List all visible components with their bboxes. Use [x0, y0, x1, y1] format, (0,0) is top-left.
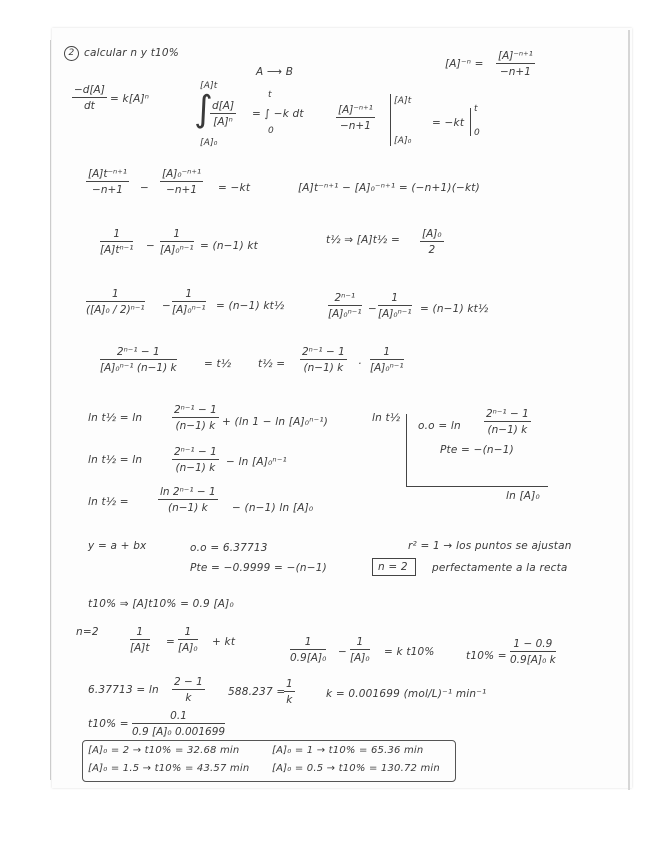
step3-f2-den: [A]₀ⁿ⁻¹ — [160, 244, 194, 256]
log-line-3-fraction — [158, 486, 218, 514]
step2-fraction-1 — [86, 168, 129, 196]
r-squared-note-2: perfectamente a la recta — [432, 562, 568, 574]
half-life-def-lhs: t½ ⇒ [A]t½ = — [326, 234, 400, 246]
log3-den: (n−1) k — [167, 502, 208, 514]
step3-minus: − — [146, 240, 155, 252]
t10-definition: t10% ⇒ [A]t10% = 0.9 [A]₀ — [88, 598, 234, 610]
graph-y-axis — [406, 414, 407, 486]
step-number-badge: 2 — [64, 46, 79, 61]
evaluated-rhs-lower: 0 — [474, 128, 480, 138]
evaluated-rhs-upper: t — [474, 104, 478, 114]
answer-n: n = 2 — [378, 561, 408, 573]
step2-f2-den: −n+1 — [166, 184, 197, 196]
t10-a2-den: [A]₀ — [178, 642, 198, 654]
step5-t-lhs: t½ = — [258, 358, 286, 370]
t10-formula-lhs: t10% = — [88, 718, 129, 730]
graph-ord-num: 2ⁿ⁻¹ − 1 — [486, 408, 529, 420]
integral-rhs-upper: t — [268, 90, 272, 100]
evaluation-bar — [390, 94, 391, 146]
step2-f1-den: −n+1 — [92, 184, 123, 196]
step3-f2-num: 1 — [160, 228, 194, 242]
step5-fraction-2 — [300, 346, 347, 374]
evaluation-bar-2 — [470, 108, 471, 136]
log1-num: 2ⁿ⁻¹ − 1 — [174, 404, 217, 416]
problem-instruction: calcular n y t10% — [84, 47, 179, 59]
t10-eq-c-fraction — [510, 638, 556, 666]
t10-eq-a-equals: = — [166, 636, 175, 648]
t10-eq-b-fraction-2 — [350, 636, 370, 664]
step4-f2-num: 1 — [172, 288, 206, 302]
step3-fraction-1 — [100, 228, 133, 256]
graph-slope: Pte = −(n−1) — [440, 444, 514, 456]
aside-identity-lhs: [A]⁻ⁿ = — [445, 58, 484, 70]
kcalc-b-num: 1 — [286, 678, 293, 690]
k-calc-b-lhs: 588.237 = — [228, 686, 286, 698]
step5-f1-den: [A]₀ⁿ⁻¹ (n−1) k — [100, 362, 177, 374]
step5-fraction-1 — [100, 346, 177, 374]
evaluated-den: −n+1 — [339, 120, 371, 132]
step4-rhs: = (n−1) kt½ — [216, 300, 285, 312]
log-line-2-lhs: ln t½ = ln — [88, 454, 143, 466]
step4-r-f2-den: [A]₀ⁿ⁻¹ — [378, 308, 412, 320]
t10-eq-a-fraction-2 — [178, 626, 198, 654]
step4-minus: − — [162, 300, 171, 312]
t10-eq-b-fraction-1 — [290, 636, 326, 664]
k-value: k = 0.001699 (mol/L)⁻¹ min⁻¹ — [326, 688, 487, 700]
step2-minus: − — [140, 182, 149, 194]
integral-num: d[A] — [212, 100, 235, 112]
aside-identity-fraction — [496, 50, 535, 78]
aside-num: [A]⁻ⁿ⁺¹ — [498, 50, 533, 62]
step4-r-f1-num: 2ⁿ⁻¹ — [328, 292, 362, 306]
r-squared-note: r² = 1 → los puntos se ajustan — [408, 540, 572, 552]
step4-fraction-2 — [172, 288, 206, 316]
step4-f2-den: [A]₀ⁿ⁻¹ — [172, 304, 206, 316]
step2-right-eq: [A]t⁻ⁿ⁺¹ − [A]₀⁻ⁿ⁺¹ = (−n+1)(−kt) — [298, 182, 480, 194]
integral-rhs: = ∫ −k dt — [252, 108, 304, 120]
log-line-3-lhs: ln t½ = — [88, 496, 129, 508]
t10-b2-num: 1 — [350, 636, 370, 650]
t10-eq-b-minus: − — [338, 646, 347, 658]
step4-fraction-1 — [86, 288, 145, 316]
graph-x-axis — [406, 486, 548, 487]
half-life-num: [A]₀ — [422, 228, 442, 240]
rate-lhs-fraction — [72, 84, 107, 112]
graph-intercept-fraction — [484, 408, 531, 436]
result-4: [A]₀ = 0.5 → t10% = 130.72 min — [272, 763, 440, 774]
log-line-2-fraction — [172, 446, 219, 474]
step5-f2-den: (n−1) k — [303, 362, 344, 374]
log2-den: (n−1) k — [175, 462, 216, 474]
step4-r-f1-den: [A]₀ⁿ⁻¹ — [328, 308, 362, 320]
t10-eq-a-fraction-1 — [130, 626, 150, 654]
step3-f1-den: [A]tⁿ⁻¹ — [100, 244, 134, 256]
step2-rhs: = −kt — [218, 182, 251, 194]
step5-dot: · — [358, 358, 362, 370]
graph-intercept-lhs: o.o = ln — [418, 420, 461, 432]
integral-lower: [A]₀ — [200, 138, 218, 148]
step4-f1-num: 1 — [86, 288, 145, 302]
graph-y-label: ln t½ — [372, 412, 401, 424]
step2-fraction-2 — [160, 168, 203, 196]
result-1: [A]₀ = 2 → t10% = 32.68 min — [88, 745, 240, 756]
n-equals-2-label: n=2 — [76, 626, 99, 638]
evaluated-rhs: = −kt — [432, 117, 465, 129]
log1-den: (n−1) k — [175, 420, 216, 432]
step3-rhs: = (n−1) kt — [200, 240, 258, 252]
t10-a-num: 1 — [130, 626, 150, 640]
t10-b-den: 0.9[A]₀ — [290, 652, 327, 664]
t10-a-den: [A]t — [130, 642, 150, 654]
k-calc-b-fraction — [284, 678, 295, 706]
kcalc-a-num: 2 − 1 — [174, 676, 203, 688]
kcalc-a-den: k — [185, 692, 192, 704]
log2-num: 2ⁿ⁻¹ − 1 — [174, 446, 217, 458]
t10-formula-fraction — [132, 710, 225, 738]
log-line-3-rhs: − (n−1) ln [A]₀ — [232, 502, 314, 514]
step4-f1-den: ([A]₀ / 2)ⁿ⁻¹ — [86, 304, 145, 316]
integral-rhs-lower: 0 — [268, 126, 274, 136]
k-calc-a-fraction — [172, 676, 205, 704]
kcalc-b-den: k — [286, 694, 293, 706]
t10f-den: 0.9 [A]₀ 0.001699 — [132, 726, 226, 738]
step5-f1-num: 2ⁿ⁻¹ − 1 — [100, 346, 177, 360]
graph-x-label: ln [A]₀ — [506, 490, 540, 502]
k-calc-a-lhs: 6.37713 = ln — [88, 684, 159, 696]
step3-fraction-2 — [160, 228, 194, 256]
half-life-den: 2 — [428, 244, 436, 256]
log-line-2-rhs: − ln [A]₀ⁿ⁻¹ — [226, 456, 287, 468]
rate-lhs-den: dt — [84, 100, 95, 112]
step4-r-f2-num: 1 — [378, 292, 412, 306]
aside-den: −n+1 — [499, 66, 531, 78]
page-edge-right — [628, 30, 630, 790]
t10-b2-den: [A]₀ — [350, 652, 370, 664]
step5-fraction-3 — [370, 346, 404, 374]
regression-intercept: o.o = 6.37713 — [190, 542, 268, 554]
step4-right-rhs: = (n−1) kt½ — [420, 303, 489, 315]
t10-eq-b-rhs: = k t10% — [384, 646, 435, 658]
step5-f3-den: [A]₀ⁿ⁻¹ — [370, 362, 404, 374]
step4-right-fraction-1 — [328, 292, 362, 320]
t10-a2-num: 1 — [178, 626, 198, 640]
log-line-1-lhs: ln t½ = ln — [88, 412, 143, 424]
step5-f2-num: 2ⁿ⁻¹ − 1 — [302, 346, 345, 358]
evaluated-upper: [A]t — [394, 96, 412, 106]
rate-rhs: = k[A]ⁿ — [110, 93, 150, 105]
step2-f2-num: [A]₀⁻ⁿ⁺¹ — [162, 168, 202, 180]
paper-sheet — [52, 28, 632, 788]
page-edge-left — [50, 40, 51, 780]
log-line-1-rhs: + (ln 1 − ln [A]₀ⁿ⁻¹) — [222, 416, 329, 428]
t10-c-num: 1 − 0.9 — [510, 638, 556, 652]
step2-f1-num: [A]t⁻ⁿ⁺¹ — [88, 168, 127, 180]
integral-fraction — [210, 100, 236, 128]
t10-eq-a-rhs: + kt — [212, 636, 236, 648]
t10-eq-c-lhs: t10% = — [466, 650, 507, 662]
step5-rhs: = t½ — [204, 358, 232, 370]
evaluated-fraction — [336, 104, 375, 132]
evaluated-lower: [A]₀ — [394, 136, 412, 146]
step3-f1-num: 1 — [100, 228, 133, 242]
step5-f3-num: 1 — [370, 346, 404, 360]
evaluated-num: [A]⁻ⁿ⁺¹ — [338, 104, 373, 116]
result-2: [A]₀ = 1 → t10% = 65.36 min — [272, 745, 424, 756]
rate-lhs-num: −d[A] — [74, 84, 105, 96]
result-3: [A]₀ = 1.5 → t10% = 43.57 min — [88, 763, 250, 774]
t10f-num: 0.1 — [132, 710, 225, 724]
regression-equation: y = a + bx — [88, 540, 147, 552]
half-life-def-fraction — [420, 228, 444, 256]
t10-c-den: 0.9[A]₀ k — [510, 654, 556, 666]
step4-right-minus: − — [368, 303, 377, 315]
reaction-equation: A ⟶ B — [256, 66, 294, 78]
graph-ord-den: (n−1) k — [487, 424, 528, 436]
log-line-1-fraction — [172, 404, 219, 432]
regression-slope: Pte = −0.9999 = −(n−1) — [190, 562, 327, 574]
integral-den: [A]ⁿ — [213, 116, 233, 128]
integral-upper: [A]t — [200, 81, 218, 91]
log3-num: ln 2ⁿ⁻¹ − 1 — [160, 486, 216, 498]
step4-right-fraction-2 — [378, 292, 412, 320]
integral-sign: ∫ — [194, 89, 213, 130]
t10-b-num: 1 — [290, 636, 326, 650]
